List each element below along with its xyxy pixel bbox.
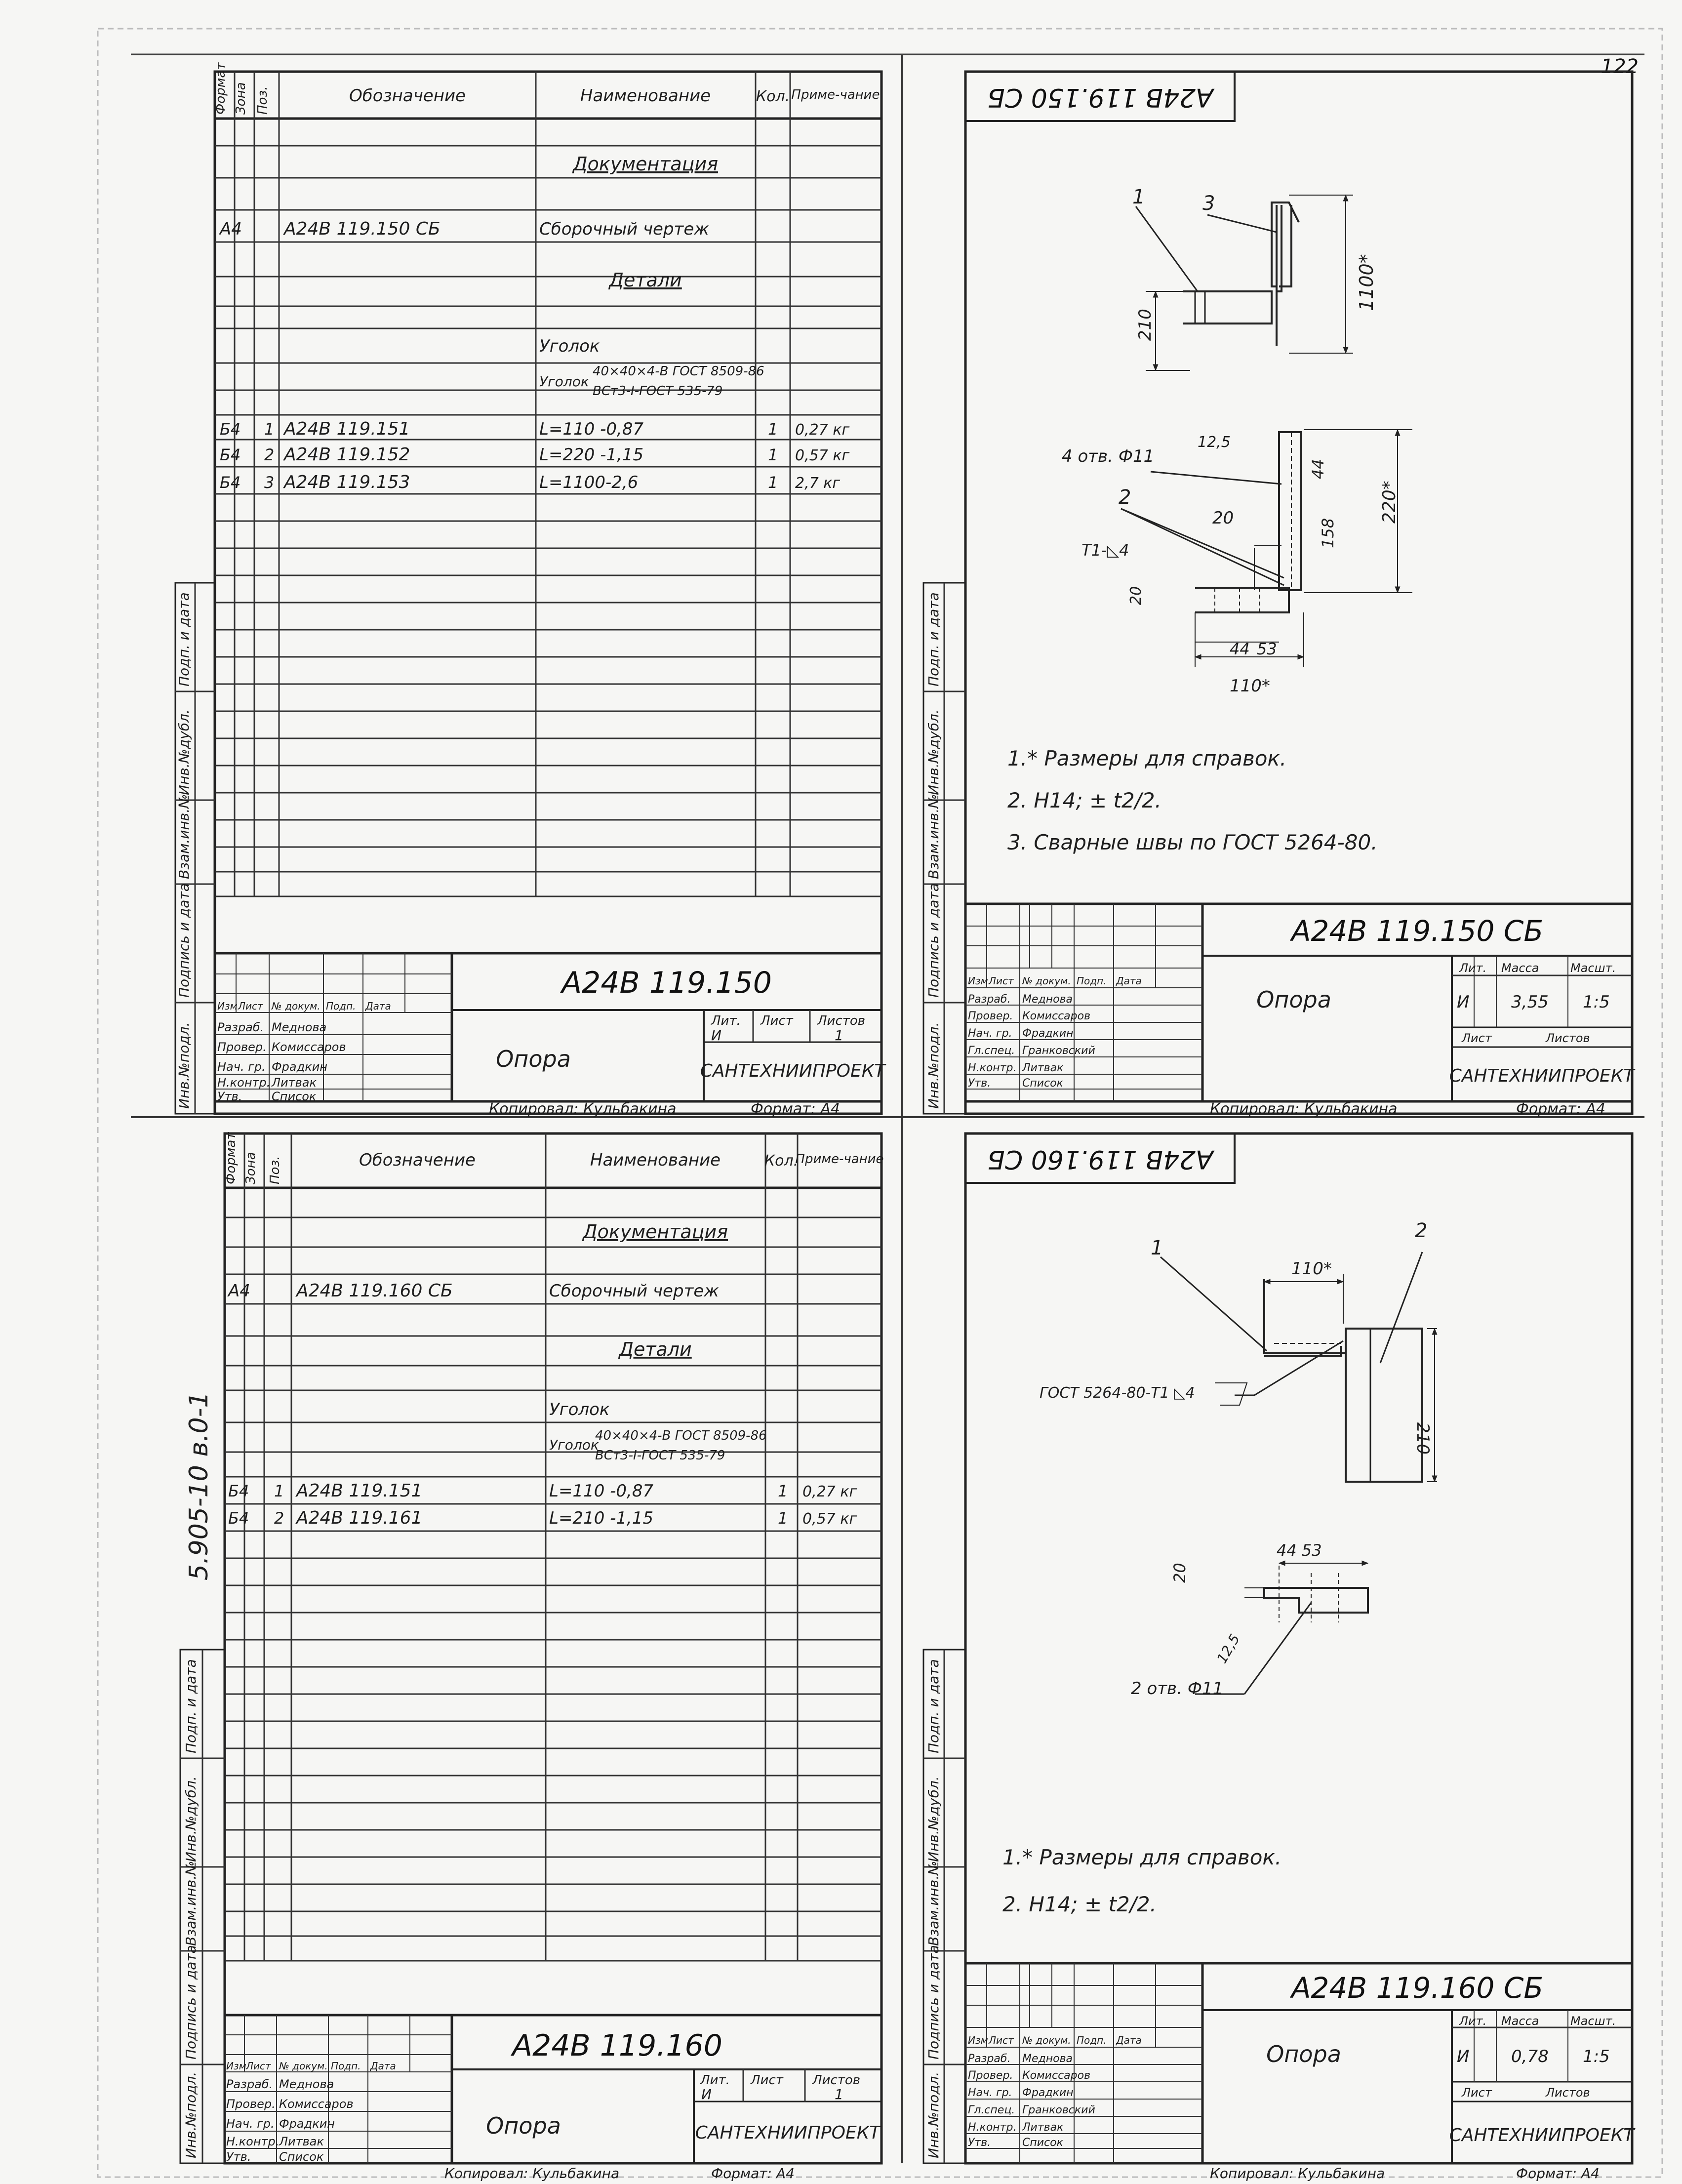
drawing-label: L=110 -0,87	[539, 419, 644, 439]
drawing-label: Лист	[989, 975, 1014, 987]
drawing-label: Литвак	[1022, 2121, 1064, 2134]
drawing-label: 12,5	[1198, 434, 1231, 451]
drawing-label: L=110 -0,87	[549, 1481, 654, 1501]
drawing-label: Инв.№подл.	[183, 2071, 199, 2158]
drawing-label: 1	[768, 445, 778, 464]
drawing-label: Меднова	[1022, 2053, 1073, 2065]
drawing-label: И	[1457, 2047, 1470, 2066]
drawing-label: Масса	[1501, 2014, 1539, 2028]
drawing-label: 20	[1212, 508, 1234, 528]
drawing-label: 3	[1202, 192, 1215, 215]
drawing-label: Меднова	[272, 1020, 327, 1034]
drawing-label: Б4	[220, 473, 241, 492]
drawing-label: 2	[1415, 1219, 1428, 1242]
drawing-label: Листов	[812, 2073, 861, 2088]
drawing-label: 1	[264, 420, 275, 439]
drawing-label: Лист	[751, 2073, 783, 2088]
drawing-label: 12,5	[1213, 1631, 1243, 1666]
title-block-160	[225, 2015, 881, 2164]
side-stamp: 5.905-10 в.0-1	[184, 1391, 214, 1580]
drawing-label: 110*	[1230, 676, 1270, 696]
drawing-label: Листов	[1546, 2086, 1590, 2100]
drawing-label: Масшт.	[1570, 2014, 1616, 2028]
drawing-label: 40×40×4-В ГОСТ 8509-86	[595, 1428, 767, 1443]
title-block-150	[215, 953, 886, 1103]
drawing-label: № докум.	[272, 1000, 320, 1012]
drawing-label: ГОСТ 5264-80-Т1 ◺4	[1040, 1384, 1195, 1402]
drawing-label: 1	[768, 473, 778, 492]
drawing-label: Литвак	[279, 2135, 324, 2148]
drawing-label: Лит.	[700, 2073, 730, 2088]
drawing-label: Обозначение	[359, 1150, 476, 1170]
hdr-pos: Поз.	[255, 86, 270, 115]
drawing-label: Дата	[365, 1000, 391, 1012]
drawing-label: Инв.№дубл.	[183, 1776, 199, 1862]
drawing-label: Список	[1022, 1077, 1063, 1090]
drawing-label: Список	[272, 1090, 317, 1103]
drawing-label: Изм	[217, 1000, 238, 1012]
drawing-label: А4	[220, 219, 242, 239]
doc-row-designation: А24В 119.160 СБ	[296, 1281, 453, 1301]
drawing-label: И	[1457, 992, 1470, 1012]
drawing-label: Подп.	[331, 2060, 361, 2072]
drawing-label: 2	[1119, 486, 1131, 509]
drawing-label: Комиссаров	[279, 2097, 354, 2111]
sheet-outer-border	[98, 29, 1662, 2177]
drawing-label: Инв.№подл.	[925, 1022, 942, 1109]
spec-sheet-160	[180, 1132, 884, 2182]
drawing-label: Подпись и дата	[925, 883, 942, 998]
drawing-label: Дата	[1116, 2034, 1142, 2046]
doc-title: Опора	[1266, 2041, 1341, 2067]
drawing-label: Инв.№подл.	[925, 2071, 942, 2158]
doc-number: А24В 119.160	[512, 2028, 722, 2063]
part-sketch-bottom	[1121, 430, 1412, 667]
section-parts: Детали	[619, 1338, 692, 1360]
drawing-label: 220*	[1379, 481, 1400, 524]
drawing-label: № докум.	[1022, 975, 1071, 987]
hdr-qty: Кол.	[756, 88, 790, 105]
section-parts: Детали	[609, 269, 682, 291]
drawing-label: Уголок	[539, 373, 589, 390]
drawing-label: Фрадкин	[279, 2117, 335, 2131]
drawing-label: Б4	[228, 1482, 249, 1500]
drawing-label: Подп.	[326, 1000, 356, 1012]
drawing-label: Формат: А4	[1516, 1100, 1605, 1118]
assembly-drawing-160	[923, 1133, 1636, 2182]
note-line: 3. Сварные швы по ГОСТ 5264-80.	[1007, 830, 1378, 854]
drawing-label: Уголок	[549, 1437, 599, 1453]
drawing-label: Утв.	[968, 2137, 991, 2149]
drawing-label: 2	[274, 1509, 284, 1528]
drawing-label: № докум.	[1022, 2034, 1071, 2046]
hdr-name: Наименование	[580, 86, 711, 106]
drawing-label: Масшт.	[1570, 961, 1616, 975]
drawing-label: Провер.	[968, 2069, 1013, 2082]
drawing-label: Утв.	[968, 1077, 991, 1090]
drawing-label: 1	[778, 1482, 788, 1500]
drawing-label: Дата	[370, 2060, 396, 2072]
drawing-label: 110*	[1291, 1259, 1332, 1279]
drawing-label: Зона	[243, 1152, 258, 1184]
drawing-label: ВСт3-I-ГОСТ 535-79	[593, 384, 723, 399]
org-name: САНТЕХНИИПРОЕКТ	[1449, 2125, 1635, 2145]
mirrored-stamp: А24В 119.160 СБ	[987, 1144, 1213, 1174]
drawing-label: А24В 119.151	[284, 419, 410, 439]
drawing-label: И	[711, 1027, 721, 1044]
drawing-label: L=1100-2,6	[539, 473, 639, 492]
drawing-label: 2	[264, 445, 275, 464]
part-sketch-top	[1161, 1252, 1437, 1482]
drawing-label: Взам.инв.№	[183, 1860, 199, 1946]
drawing-label: Лист	[246, 2060, 271, 2072]
drawing-label: Подпись и дата	[925, 1945, 942, 2060]
assembly-drawing-150	[923, 72, 1636, 1118]
drawing-label: Гранковский	[1022, 1045, 1095, 1057]
note-line: 2. Н14; ± t2/2.	[1007, 788, 1161, 812]
drawing-label: Н.контр.	[968, 2121, 1017, 2134]
drawing-label: 1	[778, 1509, 788, 1528]
drawing-label: Меднова	[1022, 993, 1073, 1006]
drawing-label: 4 отв. Ф11	[1062, 446, 1155, 466]
drawing-label: Подп.	[1077, 2034, 1107, 2046]
drawing-label: Масса	[1501, 961, 1539, 975]
drawing-label: Лист	[1462, 1031, 1492, 1045]
drawing-label: 20	[1170, 1563, 1189, 1583]
drawing-label: Дата	[1116, 975, 1142, 987]
drawing-label: Изм	[968, 975, 988, 987]
title-block-160-assembly	[965, 1963, 1636, 2163]
drawing-label: 1:5	[1583, 992, 1610, 1012]
drawing-label: Н.контр.	[968, 1062, 1017, 1074]
title-block-150-assembly	[965, 904, 1636, 1101]
doc-title: Опора	[496, 1046, 571, 1072]
drawing-label: 1	[274, 1482, 284, 1500]
drawing-label: 1:5	[1583, 2047, 1610, 2066]
drawing-label: Лист	[761, 1013, 793, 1028]
part-sketch-bottom	[1195, 1563, 1368, 1694]
drawing-label: Провер.	[226, 2097, 276, 2111]
hdr-note: Приме-чание	[791, 87, 880, 102]
drawing-label: 0,27 кг	[795, 421, 850, 439]
drawing-label: Копировал: Кульбакина	[489, 1100, 677, 1118]
drawing-label: Разраб.	[968, 993, 1011, 1006]
drawing-label: 40×40×4-В ГОСТ 8509-86	[593, 364, 764, 379]
drawing-label: Кол.	[764, 1152, 799, 1170]
drawing-label: 44	[1309, 459, 1327, 479]
drawing-label: Нач. гр.	[217, 1060, 266, 1074]
drawing-label: Фрадкин	[272, 1060, 327, 1074]
drawing-label: 1	[835, 1027, 843, 1044]
drawing-label: Формат: А4	[711, 2165, 795, 2182]
drawing-label: Листов	[817, 1013, 866, 1028]
drawing-label: 0,57 кг	[802, 1510, 857, 1528]
drawing-label: Инв.№дубл.	[176, 709, 192, 795]
drawing-label: Сборочный чертеж	[539, 219, 709, 239]
drawing-label: Подп. и дата	[183, 1659, 199, 1753]
drawing-label: Уголок	[549, 1400, 610, 1419]
drawing-label: Н.контр.	[226, 2135, 280, 2148]
drawing-label: Б4	[220, 420, 241, 439]
drawing-label: № докум.	[279, 2060, 328, 2072]
drawing-label: Лист	[989, 2034, 1014, 2046]
drawing-label: Лист	[1462, 2086, 1492, 2100]
drawing-label: 1	[1132, 186, 1145, 208]
drawing-label: Формат: А4	[751, 1100, 840, 1118]
org-name: САНТЕХНИИПРОЕКТ	[695, 2123, 881, 2143]
drawing-label: Приме-чание	[795, 1152, 884, 1167]
drawing-label: 2 отв. Ф11	[1131, 1679, 1224, 1699]
drawing-label: А24В 119.161	[296, 1508, 423, 1528]
drawing-label: Б4	[228, 1509, 249, 1528]
drawing-label: Подп.	[1077, 975, 1107, 987]
doc-title: Опора	[1256, 986, 1331, 1013]
drawing-label: 1	[835, 2086, 843, 2103]
doc-number: А24В 119.150 СБ	[1291, 914, 1544, 948]
doc-number: А24В 119.150	[561, 966, 772, 1000]
drawing-label: L=220 -1,15	[539, 445, 644, 465]
spec-row	[228, 1481, 857, 1501]
drawing-label: Формат	[224, 1132, 239, 1184]
drawing-label: Нач. гр.	[968, 1027, 1012, 1040]
drawing-label: Подп. и дата	[176, 592, 192, 687]
drawing-label: Копировал: Кульбакина	[1210, 2165, 1385, 2182]
drawing-label: Лит.	[711, 1013, 741, 1028]
drawing-label: Лист	[238, 1000, 263, 1012]
drawing-label: 2,7 кг	[795, 475, 841, 492]
drawing-label: Утв.	[217, 1090, 242, 1103]
drawing-label: Подп. и дата	[925, 1659, 942, 1753]
drawing-label: Н.контр.	[217, 1076, 271, 1090]
drawing-label: Взам.инв.№	[925, 1860, 942, 1946]
hdr-designation: Обозначение	[349, 86, 466, 106]
org-name: САНТЕХНИИПРОЕКТ	[700, 1061, 885, 1081]
drawing-label: Утв.	[226, 2150, 251, 2164]
drawing-label: Поз.	[268, 1156, 282, 1184]
drawing-label: 0,57 кг	[795, 447, 850, 464]
drawing-label: Т1-◺4	[1081, 541, 1129, 560]
drawing-label: Лит.	[1459, 961, 1487, 975]
drawing-label: 44 53	[1277, 1541, 1322, 1560]
drawing-label: А24В 119.151	[296, 1481, 423, 1501]
drawing-label: Фрадкин	[1022, 2087, 1074, 2099]
drawing-label: Формат: А4	[1516, 2165, 1600, 2182]
drawing-label: 210	[1413, 1422, 1433, 1455]
drawing-label: 1	[1151, 1237, 1163, 1259]
hdr-format: Формат	[213, 62, 228, 115]
drawing-label: 0,27 кг	[802, 1483, 857, 1500]
drawing-label: Изм	[968, 2034, 988, 2046]
note-line: 1.* Размеры для справок.	[1002, 1845, 1282, 1869]
drawing-label: Провер.	[217, 1040, 267, 1054]
drawing-label: Подпись и дата	[183, 1945, 199, 2060]
spec-row	[220, 472, 840, 492]
drawing-label: Список	[279, 2150, 324, 2164]
drawing-label: 1100*	[1356, 254, 1377, 311]
mirrored-stamp: А24В 119.150 СБ	[987, 82, 1213, 112]
drawing-label: Уголок	[539, 336, 600, 356]
spec-sheet-150	[175, 62, 886, 1118]
doc-title: Опора	[486, 2112, 561, 2139]
drawing-label: Инв.№дубл.	[925, 1776, 942, 1862]
drawing-label: Разраб.	[968, 2053, 1011, 2065]
drawing-label: 0,78	[1511, 2047, 1549, 2066]
drawing-label: Копировал: Кульбакина	[1210, 1100, 1398, 1118]
drawing-label: И	[701, 2086, 712, 2103]
part-sketch-top	[1136, 195, 1353, 370]
drawing-label: Комиссаров	[1022, 1010, 1091, 1022]
doc-number: А24В 119.160 СБ	[1291, 1971, 1544, 2005]
drawing-label: Гл.спец.	[968, 1045, 1015, 1057]
drawing-label: Меднова	[279, 2077, 334, 2091]
drawing-label: Копировал: Кульбакина	[444, 2165, 620, 2182]
drawing-label: Гл.спец.	[968, 2104, 1015, 2116]
drawing-label: Гранковский	[1022, 2104, 1095, 2116]
drawing-label: Взам.инв.№	[176, 794, 192, 879]
drawing-label: Комиссаров	[272, 1040, 346, 1054]
drawing-label: Взам.инв.№	[925, 794, 942, 879]
drawing-label: 53	[1257, 640, 1277, 658]
drawing-label: 44	[1230, 640, 1250, 658]
doc-row-designation: А24В 119.150 СБ	[284, 219, 441, 239]
drawing-label: Подпись и дата	[176, 883, 192, 998]
drawing-label: Нач. гр.	[968, 2087, 1012, 2099]
drawing-label: Литвак	[272, 1076, 317, 1090]
drawing-label: 210	[1135, 309, 1155, 341]
drawing-label: А24В 119.152	[284, 445, 410, 465]
drawing-label: Список	[1022, 2137, 1063, 2149]
note-line: 1.* Размеры для справок.	[1007, 746, 1287, 770]
drawing-label: Б4	[220, 445, 241, 464]
drawing-label: Нач. гр.	[226, 2117, 275, 2131]
drawing-label: 20	[1127, 586, 1145, 605]
section-documentation: Документация	[572, 153, 719, 175]
drawing-label: 3,55	[1511, 992, 1549, 1012]
drawing-label: Изм	[226, 2060, 246, 2072]
drawing-label: Сборочный чертеж	[549, 1281, 719, 1301]
drawing-label: ВСт3-I-ГОСТ 535-79	[595, 1448, 725, 1463]
drawing-label: L=210 -1,15	[549, 1508, 654, 1528]
drawing-label: Подп. и дата	[925, 592, 942, 687]
drawing-label: Фрадкин	[1022, 1027, 1074, 1040]
drawing-label: Листов	[1546, 1031, 1590, 1045]
drawing-label: Инв.№дубл.	[925, 709, 942, 795]
sheet-number: 122	[1601, 55, 1639, 78]
drawing-label: 158	[1319, 518, 1337, 548]
drawing-label: Разраб.	[226, 2077, 273, 2091]
drawing-label: 3	[264, 473, 275, 492]
drawing-label: А24В 119.153	[284, 472, 410, 492]
drawing-label: Наименование	[590, 1150, 721, 1170]
drawing-label: Провер.	[968, 1010, 1013, 1022]
drawing-label: 1	[768, 420, 778, 439]
drawing-label: Инв.№подл.	[176, 1022, 192, 1109]
note-line: 2. Н14; ± t2/2.	[1002, 1892, 1157, 1916]
section-documentation: Документация	[582, 1221, 728, 1243]
org-name: САНТЕХНИИПРОЕКТ	[1449, 1066, 1635, 1086]
drawing-label: Литвак	[1022, 1062, 1064, 1074]
hdr-zone: Зона	[234, 82, 248, 115]
drawing-label: А4	[228, 1281, 250, 1301]
drawing-label: Комиссаров	[1022, 2069, 1091, 2082]
drawing-label: Разраб.	[217, 1020, 264, 1034]
drawing-label: Лит.	[1459, 2014, 1487, 2028]
spec-row	[228, 1508, 857, 1528]
